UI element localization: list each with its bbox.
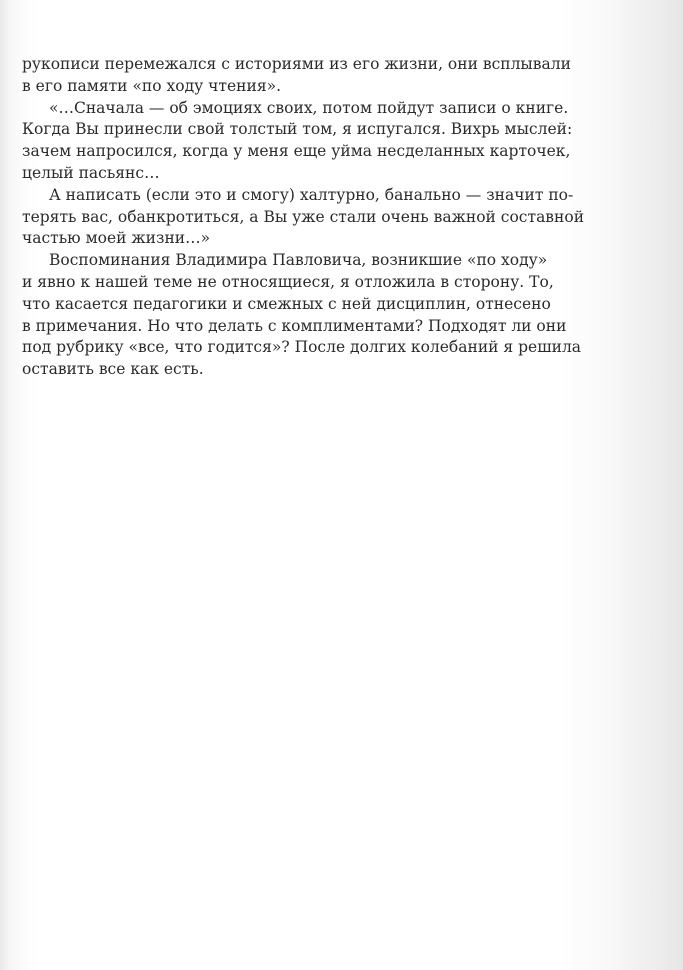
text-line: А написать (если это и смогу) халтурно, банально — значит по- [49, 185, 574, 204]
text-line: что касается педагогики и смежных с ней дисциплин, отнесено [22, 294, 551, 313]
text-line: в примечания. Но что делать с комплиментами? Подходят ли они [22, 316, 567, 335]
text-line: рукописи перемежался с историями из его жизни, они всплывали [22, 55, 571, 73]
text-line: и явно к нашей теме не относящиеся, я отложила в сторону. То, [22, 272, 554, 291]
text-line: в его памяти «по ходу чтения». [22, 76, 282, 95]
text-line: оставить все как есть. [22, 360, 204, 379]
text-line: Воспоминания Владимира Павловича, возникшие «по ходу» [49, 251, 548, 270]
body-text [22, 54, 585, 381]
text-line: зачем напросился, когда у меня еще уйма несделанных карточек, [22, 142, 571, 161]
text-line: Когда Вы принесли свой толстый том, я испугался. Вихрь мыслей: [22, 120, 573, 139]
text-line: «…Сначала — об эмоциях своих, потом пойдут записи о книге. [49, 98, 569, 117]
text-line: частью моей жизни…» [22, 229, 211, 248]
text-line: терять вас, обанкротиться, а Вы уже стали очень важной составной [22, 207, 585, 226]
text-line: целый пасьянс… [22, 163, 160, 182]
text-line: под рубрику «все, что годится»? После долгих колебаний я решила [22, 338, 582, 357]
